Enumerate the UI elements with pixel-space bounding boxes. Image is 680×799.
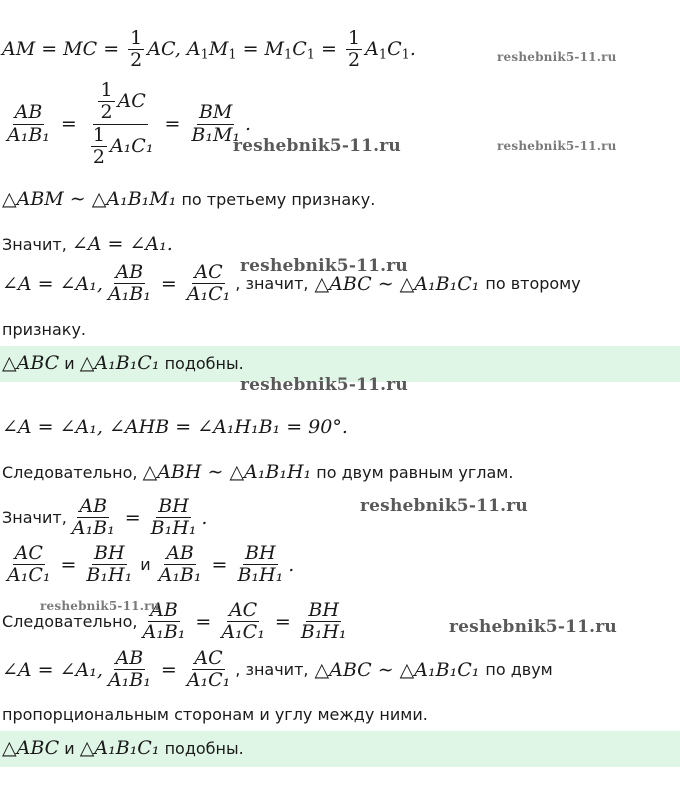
- line-5: ∠A = ∠A₁, $\frac{AB}{\text{A₁B₁}}$ = $\frac{AC}{\text{A₁C₁}}$ , значит, △ABC ∼ △A₁B₁C₁ по второму: [2, 261, 581, 306]
- fraction-ac-a1c1: $\frac{AC}{\text{A₁C₁}}$: [221, 599, 265, 644]
- line-9: Следовательно, △ABH ∼ △A₁B₁H₁ по двум равным углам.: [2, 461, 514, 483]
- line-3: △ABM ∼ △A₁B₁M₁ по третьему признаку.: [2, 188, 376, 210]
- watermark: reshebnik5-11.ru: [497, 139, 617, 153]
- fraction-ac-a1c1: $\frac{AC}{\text{A₁C₁}}$: [186, 647, 231, 692]
- watermark: reshebnik5-11.ru: [240, 375, 408, 395]
- watermark: reshebnik5-11.ru: [40, 599, 160, 613]
- line-13: ∠A = ∠A₁, $\frac{AB}{\text{A₁B₁}}$ = $\frac{AC}{\text{A₁C₁}}$ , значит, △ABC ∼ △A₁B₁C₁ по двум: [2, 647, 553, 692]
- line-10: Значит, $\frac{AB}{\text{A₁B₁}}$ = $\frac{BH}{\text{B₁H₁}}$ .: [2, 495, 208, 540]
- fraction-ab-a1b1: $\frac{AB}{\text{A₁B₁}}$: [142, 599, 186, 644]
- fraction-ab-a1b1: $\frac{AB}{\text{A₁B₁}}$: [158, 542, 202, 587]
- line-2: $\frac{AB}{\text{A₁B₁}}$ = $\frac{1}{2}$ AC $\frac{1}{2}$ A₁C₁ = $\frac{BM}{\text{B₁M₁}}$ .: [7, 79, 252, 168]
- fraction-bh-b1h1: $\frac{BH}{\text{B₁H₁}}$: [86, 542, 133, 587]
- watermark: reshebnik5-11.ru: [449, 617, 617, 637]
- watermark: reshebnik5-11.ru: [240, 256, 408, 276]
- line-8: ∠A = ∠A₁, ∠AHB = ∠A₁H₁B₁ = 90°.: [2, 416, 348, 438]
- fraction-ab-a1b1: $\frac{AB}{\text{A₁B₁}}$: [7, 101, 50, 146]
- fraction-ab-a1b1: $\frac{AB}{\text{A₁B₁}}$: [107, 261, 151, 306]
- line-7-conclusion: △ABC и △A₁B₁C₁ подобны.: [2, 352, 244, 374]
- fraction-half-2: $\frac{1}{2}$: [348, 27, 361, 72]
- fraction-ab-a1b1: $\frac{AB}{\text{A₁B₁}}$: [71, 495, 115, 540]
- fraction-half: $\frac{1}{2}$: [130, 27, 143, 72]
- watermark: reshebnik5-11.ru: [360, 496, 528, 516]
- line-1: AM = MC = $\frac{1}{2}$ AC, $A_1M_1 = M_1C_1$ = $\frac{1}{2}$ $A_1C_1$.: [2, 27, 416, 72]
- fraction-compound: $\frac{1}{2}$ AC $\frac{1}{2}$ A₁C₁: [92, 79, 154, 168]
- line-11: $\frac{AC}{\text{A₁C₁}}$ = $\frac{BH}{\text{B₁H₁}}$ и $\frac{AB}{\text{A₁B₁}}$ = $\frac{BH}{\text{B₁H₁}}$ .: [7, 542, 295, 587]
- fraction-bh-b1h1-2: $\frac{BH}{\text{B₁H₁}}$: [237, 542, 284, 587]
- line-6: признаку.: [2, 320, 87, 339]
- fraction-bm-b1m1: $\frac{BM}{\text{B₁M₁}}$: [191, 101, 241, 146]
- line-15-conclusion: △ABC и △A₁B₁C₁ подобны.: [2, 737, 244, 759]
- fraction-ab-a1b1: $\frac{AB}{\text{A₁B₁}}$: [107, 647, 151, 692]
- watermark: reshebnik5-11.ru: [497, 50, 617, 64]
- line-12: Следовательно, $\frac{AB}{\text{A₁B₁}}$ = $\frac{AC}{\text{A₁C₁}}$ = $\frac{BH}{\text{B₁H₁}}$: [2, 599, 347, 644]
- line-14: пропорциональным сторонам и углу между ними.: [2, 705, 428, 724]
- fraction-bh-b1h1: $\frac{BH}{\text{B₁H₁}}$: [150, 495, 197, 540]
- line-4: Значит, ∠A = ∠A₁.: [2, 233, 173, 255]
- fraction-bh-b1h1: $\frac{BH}{\text{B₁H₁}}$: [300, 599, 347, 644]
- watermark: reshebnik5-11.ru: [233, 136, 401, 156]
- fraction-ac-a1c1: $\frac{AC}{\text{A₁C₁}}$: [7, 542, 51, 587]
- fraction-ac-a1c1: $\frac{AC}{\text{A₁C₁}}$: [186, 261, 231, 306]
